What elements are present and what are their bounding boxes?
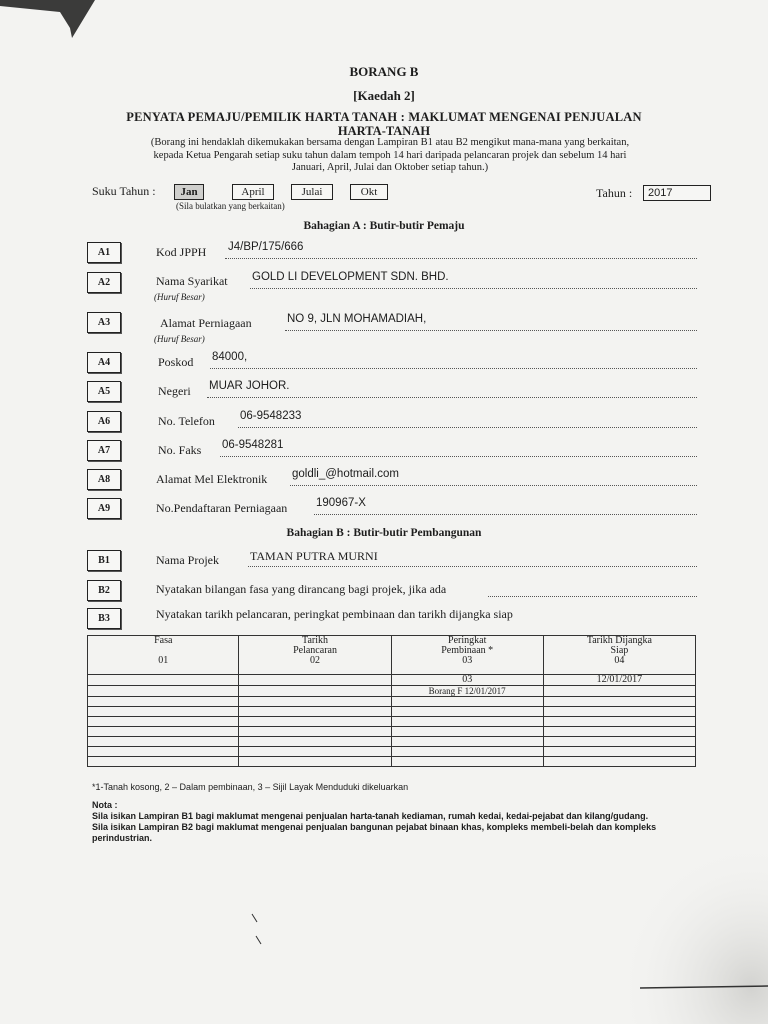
line-a6 xyxy=(238,427,697,428)
form-name: BORANG B xyxy=(349,64,419,79)
code-b3: B3 xyxy=(87,608,121,629)
label-tarikh-pelancaran: Nyatakan tarikh pelancaran, peringkat pembinaan dan tarikh dijangka siap xyxy=(156,607,513,621)
col-fasa: Fasa 01 xyxy=(88,636,239,675)
code-b1: B1 xyxy=(87,550,121,571)
code-a6: A6 xyxy=(87,411,121,432)
label-no-pendaftaran: No.Pendaftaran Perniagaan xyxy=(156,501,288,515)
table-row[interactable] xyxy=(88,747,696,757)
footnote: *1-Tanah kosong, 2 – Dalam pembinaan, 3 – Sijil Layak Menduduki dikeluarkan xyxy=(92,782,409,792)
label-alamat-mel: Alamat Mel Elektronik xyxy=(156,472,268,486)
code-a2: A2 xyxy=(87,272,121,293)
value-no-telefon[interactable]: 06-9548233 xyxy=(240,410,302,422)
label-kod-jpph: Kod JPPH xyxy=(156,245,207,259)
quarter-option-april[interactable]: April xyxy=(232,184,274,200)
phase-table xyxy=(87,635,696,767)
section-b-title: Bahagian B : Butir-butir Pembangunan xyxy=(286,527,482,539)
value-alamat-mel[interactable]: goldli_@hotmail.com xyxy=(292,468,399,480)
label-nama-projek: Nama Projek xyxy=(156,553,219,567)
code-a3: A3 xyxy=(87,312,121,333)
label-poskod: Poskod xyxy=(158,355,194,369)
col-tarikh-dijangka-siap: Tarikh Dijangka Siap 04 xyxy=(543,636,695,675)
form-rule: [Kaedah 2] xyxy=(353,88,415,103)
quarter-option-julai[interactable]: Julai xyxy=(291,184,333,200)
value-nama-projek[interactable]: TAMAN PUTRA MURNI xyxy=(250,549,378,563)
value-nama-syarikat[interactable]: GOLD LI DEVELOPMENT SDN. BHD. xyxy=(252,271,449,283)
line-b1 xyxy=(248,566,697,567)
code-a5: A5 xyxy=(87,381,121,402)
quarter-option-okt[interactable]: Okt xyxy=(350,184,388,200)
line-a4 xyxy=(210,368,697,369)
table-row[interactable] xyxy=(88,757,696,767)
line-a1 xyxy=(225,258,697,259)
label-nama-syarikat: Nama Syarikat xyxy=(156,274,228,288)
label-negeri: Negeri xyxy=(158,384,191,398)
table-row[interactable] xyxy=(88,707,696,717)
col-tarikh-pelancaran: Tarikh Pelancaran 02 xyxy=(239,636,391,675)
table-row[interactable] xyxy=(88,727,696,737)
quarter-option-jan[interactable]: Jan xyxy=(174,184,204,200)
line-a2 xyxy=(250,288,697,289)
table-row[interactable] xyxy=(88,737,696,747)
year-label: Tahun : xyxy=(596,186,633,200)
sub-huruf-besar-a3: (Huruf Besar) xyxy=(154,334,205,344)
line-a8 xyxy=(290,485,697,486)
value-negeri[interactable]: MUAR JOHOR. xyxy=(209,380,290,392)
code-b2: B2 xyxy=(87,580,121,601)
value-no-faks[interactable]: 06-9548281 xyxy=(222,439,284,451)
scan-corner-mark xyxy=(0,0,110,40)
code-a1: A1 xyxy=(87,242,121,263)
label-bilangan-fasa: Nyatakan bilangan fasa yang dirancang bagi projek, jika ada xyxy=(156,582,447,596)
line-a7 xyxy=(220,456,697,457)
value-kod-jpph[interactable]: J4/BP/175/666 xyxy=(228,241,304,253)
code-a8: A8 xyxy=(87,469,121,490)
line-a3 xyxy=(285,330,697,331)
label-alamat-perniagaan: Alamat Perniagaan xyxy=(160,316,252,330)
form-title-line2: HARTA-TANAH xyxy=(337,124,431,138)
col-peringkat-pembinaan: Peringkat Pembinaan * 03 xyxy=(391,636,543,675)
value-no-pendaftaran[interactable]: 190967-X xyxy=(316,497,366,509)
table-row[interactable] xyxy=(88,717,696,727)
line-b2[interactable] xyxy=(488,596,697,597)
value-alamat-perniagaan[interactable]: NO 9, JLN MOHAMADIAH, xyxy=(287,313,427,325)
label-no-faks: No. Faks xyxy=(158,443,202,457)
pen-mark xyxy=(248,910,268,950)
code-a7: A7 xyxy=(87,440,121,461)
code-a9: A9 xyxy=(87,498,121,519)
table-row[interactable]: 03 12/01/2017 xyxy=(88,675,696,686)
line-a5 xyxy=(207,397,697,398)
sub-huruf-besar-a2: (Huruf Besar) xyxy=(154,292,205,302)
label-no-telefon: No. Telefon xyxy=(158,414,215,428)
scan-noise xyxy=(600,840,768,1024)
form-title-line1: PENYATA PEMAJU/PEMILIK HARTA TANAH : MAKLUMAT MENGENAI PENJUALAN xyxy=(126,110,642,124)
nota-block: Nota : Sila isikan Lampiran B1 bagi maklumat mengenai penjualan harta-tanah kediaman, rumah kedai, kedai-pejabat dan kilang/gudang. Sila isikan Lampiran B2 bagi maklumat mengenai penjualan bangunan pejabat binaan khas, kompleks membeli-belah dan kompleks perindustrian. xyxy=(92,800,657,843)
code-a4: A4 xyxy=(87,352,121,373)
line-a9 xyxy=(314,514,697,515)
form-instructions: (Borang ini hendaklah dikemukakan bersama dengan Lampiran B1 atau B2 mengikut mana-mana yang berkaitan, kepada Ketua Pengarah setiap suku tahun dalam tempoh 14 hari daripada pelancaran projek dan sebelum 14 hari Januari, April, Julai dan Oktober setiap tahun.) xyxy=(150,137,630,173)
section-a-title: Bahagian A : Butir-butir Pemaju xyxy=(303,220,465,232)
quarter-label: Suku Tahun : xyxy=(92,184,156,198)
table-row[interactable]: Borang F 12/01/2017 xyxy=(88,686,696,697)
year-field[interactable]: 2017 xyxy=(643,185,711,201)
quarter-note: (Sila bulatkan yang berkaitan) xyxy=(176,201,285,211)
table-row[interactable] xyxy=(88,697,696,707)
value-poskod[interactable]: 84000, xyxy=(212,351,248,363)
